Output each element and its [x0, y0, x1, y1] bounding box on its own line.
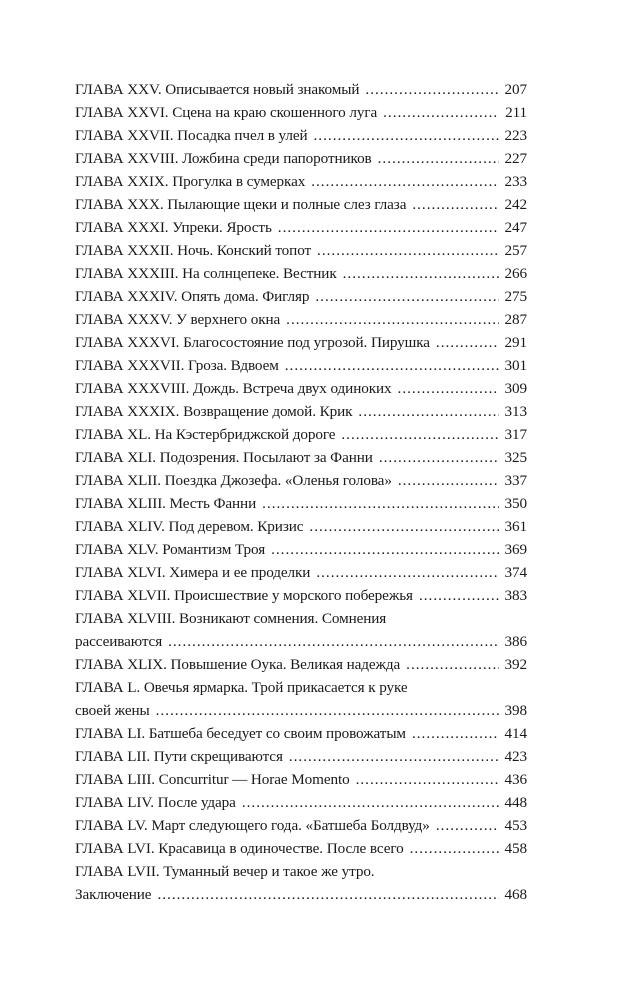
toc-entry-row [75, 101, 527, 124]
toc-entry-title: ГЛАВА XXXIX. Возвращение домой. Крик [75, 403, 353, 420]
toc-entry [75, 607, 527, 653]
dot-leader [398, 377, 499, 400]
toc-entry-row [75, 239, 527, 262]
toc-entry-row [75, 630, 527, 653]
dot-leader [168, 630, 499, 653]
toc-entry-row [75, 699, 527, 722]
toc-entry [75, 814, 527, 837]
dot-leader [365, 78, 499, 101]
toc-entry [75, 722, 527, 745]
toc-entry-page-number: 414 [504, 725, 527, 742]
toc-entry [75, 791, 527, 814]
toc-entry-title: ГЛАВА XXXI. Упреки. Ярость [75, 219, 272, 236]
dot-leader [156, 699, 499, 722]
toc-entry-page-number: 233 [504, 173, 527, 190]
toc-entry-page-number: 369 [504, 541, 527, 558]
toc-entry-page-number: 453 [504, 817, 527, 834]
dot-leader [358, 400, 499, 423]
dot-leader [311, 170, 499, 193]
toc-entry-row [75, 561, 527, 584]
toc-entry-page-number: 436 [504, 771, 527, 788]
dot-leader [379, 446, 499, 469]
toc-entry-row [75, 354, 527, 377]
toc-entry-page-number: 374 [504, 564, 527, 581]
toc-entry-title: ГЛАВА XLIII. Месть Фанни [75, 495, 257, 512]
toc-entry-title-line1: ГЛАВА L. Овечья ярмарка. Трой прикасается к руке [75, 679, 408, 696]
toc-entry-page-number: 223 [504, 127, 527, 144]
toc-entry-title: ГЛАВА XLVI. Химера и ее проделки [75, 564, 311, 581]
toc-entry-row [75, 883, 527, 906]
toc-entry-page-number: 383 [504, 587, 527, 604]
toc-entry-page-number: 291 [504, 334, 527, 351]
dot-leader [356, 768, 499, 791]
toc-entry [75, 285, 527, 308]
dot-leader [289, 745, 499, 768]
toc-entry-page-number: 325 [504, 449, 527, 466]
toc-entry [75, 515, 527, 538]
toc-entry-title-line1: ГЛАВА XLVIII. Возникают сомнения. Сомнения [75, 610, 387, 627]
dot-leader [383, 101, 499, 124]
toc-entry-page-number: 309 [504, 380, 527, 397]
toc-entry [75, 147, 527, 170]
toc-entry-row [75, 170, 527, 193]
toc-entry-title-line1: ГЛАВА LVII. Туманный вечер и такое же утро. [75, 863, 375, 880]
toc-entry-title: ГЛАВА XXVII. Посадка пчел в улей [75, 127, 308, 144]
toc-entry [75, 124, 527, 147]
dot-leader [436, 331, 499, 354]
dot-leader [343, 262, 499, 285]
dot-leader [157, 883, 499, 906]
toc-entry-title: ГЛАВА XXVI. Сцена на краю скошенного луга [75, 104, 378, 121]
toc-entry-page-number: 301 [504, 357, 527, 374]
toc-entry [75, 745, 527, 768]
toc-entry-page-number: 227 [504, 150, 527, 167]
toc-entry-page-number: 468 [504, 886, 527, 903]
toc-entry-title: ГЛАВА XXXVIII. Дождь. Встреча двух одиноких [75, 380, 392, 397]
toc-entry-row [75, 745, 527, 768]
toc-entry-row [75, 262, 527, 285]
toc-entry-title: ГЛАВА LI. Батшеба беседует со своим провожатым [75, 725, 406, 742]
toc-entry-title: ГЛАВА XLV. Романтизм Троя [75, 541, 266, 558]
toc-entry [75, 561, 527, 584]
toc-entry [75, 584, 527, 607]
toc-entry-row [75, 423, 527, 446]
toc-entry-title: ГЛАВА XXX. Пылающие щеки и полные слез глаза [75, 196, 407, 213]
toc-entry-title: ГЛАВА LII. Пути скрещиваются [75, 748, 283, 765]
dot-leader [410, 837, 499, 860]
toc-entry-page-number: 350 [504, 495, 527, 512]
toc-entry-title: ГЛАВА XXXIV. Опять дома. Фигляр [75, 288, 310, 305]
dot-leader [262, 492, 499, 515]
toc-entry-row [75, 285, 527, 308]
toc-entry [75, 653, 527, 676]
toc-entry-page-number: 211 [505, 104, 527, 121]
toc-entry-title: ГЛАВА XLIV. Под деревом. Кризис [75, 518, 304, 535]
dot-leader [412, 722, 499, 745]
toc-entry-title: ГЛАВА XL. На Кэстербриджской дороге [75, 426, 336, 443]
toc-entry-row [75, 791, 527, 814]
dot-leader [314, 124, 499, 147]
toc-entry-row [75, 722, 527, 745]
toc-entry [75, 216, 527, 239]
toc-entry-title: ГЛАВА XLII. Поездка Джозефа. «Оленья голова» [75, 472, 392, 489]
toc-entry [75, 469, 527, 492]
toc-entry-page-number: 392 [504, 656, 527, 673]
toc-entry-row [75, 653, 527, 676]
toc-entry-row [75, 216, 527, 239]
toc-entry [75, 837, 527, 860]
toc-entry [75, 239, 527, 262]
toc-entry-row [75, 515, 527, 538]
toc-entry-page-number: 313 [504, 403, 527, 420]
toc-entry-title: ГЛАВА XXXV. У верхнего окна [75, 311, 281, 328]
toc-entry-row [75, 193, 527, 216]
toc-entry [75, 860, 527, 906]
dot-leader [419, 584, 499, 607]
toc-entry [75, 170, 527, 193]
toc-entry-title: ГЛАВА LIII. Concurritur — Horae Momento [75, 771, 350, 788]
dot-leader [317, 239, 499, 262]
dot-leader [285, 354, 499, 377]
toc-entry-row [75, 814, 527, 837]
toc-entry-row [75, 377, 527, 400]
toc-entry-title: Заключение [75, 886, 152, 903]
toc-entry-title: ГЛАВА XXXVI. Благосостояние под угрозой. Пирушка [75, 334, 430, 351]
dot-leader [316, 561, 499, 584]
toc-entry-row [75, 147, 527, 170]
toc-entry [75, 423, 527, 446]
toc-entry-page-number: 398 [504, 702, 527, 719]
toc-entry [75, 400, 527, 423]
dot-leader [278, 216, 499, 239]
toc-entry [75, 308, 527, 331]
toc-entry-page-number: 337 [504, 472, 527, 489]
toc-entry-title: ГЛАВА LIV. После удара [75, 794, 236, 811]
toc-entry-page-number: 275 [504, 288, 527, 305]
dot-leader [315, 285, 499, 308]
dot-leader [406, 653, 499, 676]
toc-entry [75, 78, 527, 101]
toc-entry-row [75, 469, 527, 492]
toc-entry [75, 492, 527, 515]
toc-entry [75, 538, 527, 561]
toc-entry-title: ГЛАВА XXV. Описывается новый знакомый [75, 81, 360, 98]
toc-entry [75, 377, 527, 400]
toc-entry-page-number: 317 [504, 426, 527, 443]
toc-entry-title: рассеиваются [75, 633, 163, 650]
toc-entry-title: ГЛАВА XXXIII. На солнцепеке. Вестник [75, 265, 337, 282]
toc-entry-page-number: 448 [504, 794, 527, 811]
toc-entry-title: ГЛАВА XXVIII. Ложбина среди папоротников [75, 150, 372, 167]
dot-leader [412, 193, 499, 216]
toc-entry-row [75, 446, 527, 469]
toc-entry-page-number: 361 [504, 518, 527, 535]
toc-entry [75, 446, 527, 469]
toc-entry-title: ГЛАВА XXXVII. Гроза. Вдвоем [75, 357, 279, 374]
toc-entry-title: ГЛАВА XXIX. Прогулка в сумерках [75, 173, 306, 190]
toc-entry-page-number: 287 [504, 311, 527, 328]
toc-entry-page-number: 257 [504, 242, 527, 259]
toc-entry-page-number: 242 [504, 196, 527, 213]
toc-entry-row [75, 492, 527, 515]
toc-entry-row [75, 308, 527, 331]
toc-entry [75, 101, 527, 124]
toc-entry-title: ГЛАВА XLI. Подозрения. Посылают за Фанни [75, 449, 373, 466]
toc-entry-row [75, 584, 527, 607]
toc-entry-page-number: 247 [504, 219, 527, 236]
toc-entry [75, 354, 527, 377]
toc-entry [75, 676, 527, 722]
toc-entry-row [75, 78, 527, 101]
dot-leader [309, 515, 499, 538]
toc-entry-title: ГЛАВА LVI. Красавица в одиночестве. После всего [75, 840, 404, 857]
dot-leader [286, 308, 499, 331]
toc-entry [75, 262, 527, 285]
dot-leader [378, 147, 499, 170]
toc-entry [75, 193, 527, 216]
toc-entry [75, 331, 527, 354]
table-of-contents [75, 78, 527, 906]
toc-entry-page-number: 386 [504, 633, 527, 650]
toc-entry-page-number: 458 [504, 840, 527, 857]
toc-entry [75, 768, 527, 791]
toc-entry-row [75, 331, 527, 354]
dot-leader [271, 538, 499, 561]
toc-entry-page-number: 207 [504, 81, 527, 98]
dot-leader [436, 814, 499, 837]
toc-entry-row [75, 768, 527, 791]
toc-entry-title: ГЛАВА XLIX. Повышение Оука. Великая надежда [75, 656, 401, 673]
toc-entry-title: своей жены [75, 702, 150, 719]
toc-entry-title: ГЛАВА XLVII. Происшествие у морского побережья [75, 587, 413, 604]
dot-leader [398, 469, 499, 492]
toc-entry-row [75, 400, 527, 423]
dot-leader [242, 791, 499, 814]
toc-entry-title: ГЛАВА LV. Март следующего года. «Батшеба Болдвуд» [75, 817, 430, 834]
toc-entry-title: ГЛАВА XXXII. Ночь. Конский топот [75, 242, 312, 259]
dot-leader [341, 423, 499, 446]
toc-entry-row [75, 837, 527, 860]
toc-entry-row [75, 538, 527, 561]
toc-entry-page-number: 266 [504, 265, 527, 282]
toc-entry-row [75, 124, 527, 147]
toc-entry-page-number: 423 [504, 748, 527, 765]
